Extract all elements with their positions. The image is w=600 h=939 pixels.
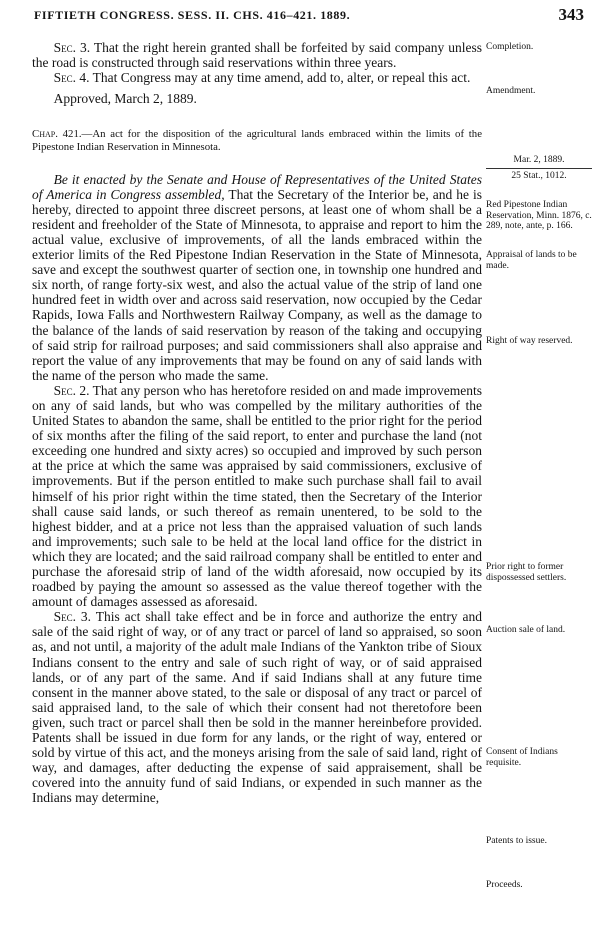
chapter-label: Chap. 421. xyxy=(32,128,82,141)
section-3-consent xyxy=(32,609,482,805)
section-text: This act shall take effect and be in force and authorize the entry and sale of the said right of way, or of any tract or parcel of land so appraised, so soon as, and not until, a majority of the adult male Indians of the Yankton tribe of Sioux Indians consent to the entry and sale of such right of way, or of said appraised lands, or of any part of the same. And if said Indians shall at any future time consent in the manner above stated, to the sale or disposal of any tract or parcel of said appraised land, to the sale of which their consent had not theretofore been given, such tract or parcel shall then be sold in the manner hereinbefore provided. Patents shall be issued in due form for any lands, or the right of way, entered or sold by virtue of this act, and the moneys arising from the sale of said land, right of way, and damages, after deducting the expense of said appraisement, shall be covered into the annuity fund of said Indians, or expended in such manner as the Indians may determine, xyxy=(32,609,482,806)
page-number: 343 xyxy=(558,5,584,24)
margin-note-proceeds: Proceeds. xyxy=(486,880,523,890)
main-text-column xyxy=(32,40,482,806)
section-4-amendment xyxy=(32,70,482,85)
margin-note-date: Mar. 2, 1889. xyxy=(513,155,565,165)
margin-note-amendment: Amendment. xyxy=(486,86,536,96)
section-text: That any person who has heretofore resided on and made improvements on any of said lands, but who was compelled by the military authorities of the United States to abandon the same, shall be entitled to the prior right for the period of six months after the filing of the said report, to enter and purchase the land (not exceeding one hundred and sixty acres) so occupied and improved by such person at the price at which the same was appraised by said commissioners, exclusive of improvements. But if the person entitled to make such purchase shall fail to avail himself of his prior right within the time stated, then the Secretary of the Interior shall cause said lands, or such thereof as remain unentered, to be sold to the highest bidder, and at a price not less than the appraised valuation of such lands and improvements; such sale to be held at the local land office for the district in which they are located; and the said railroad company shall be entitled to enter and purchase the aforesaid strip of land of the width aforesaid, now occupied by its roadbed by paying the amount so assessed as the value thereof together with the amount of damages assessed as aforesaid. xyxy=(32,382,482,610)
page-header xyxy=(34,5,584,24)
margin-note-prior-right: Prior right to former dispossessed settlers. xyxy=(486,562,567,583)
margin-note-right-of-way: Right of way reserved. xyxy=(486,336,573,346)
section-label: Sec. 4. xyxy=(53,70,90,86)
enacting-text: That the Secretary of the Interior be, and he is hereby, directed to appoint three discreet persons, at least one of whom shall be a resident and freeholder of the State of Minnesota, to appraise and report to him the actual value, exclusive of improvements, of all the lands embraced within the exterior limits of the Red Pipestone Indian Reservation in the State of Minnesota, save and except the southwest quarter of section one, in township one hundred and six north, of range forty-six west, and also the actual value of the strip of land one hundred feet in width over and across said reservation, now occupied by the Cedar Rapids, Iowa Falls and Northwestern Railway Company, as well as the damage to the balance of the lands of said reservation by reason of the taking and occupying of said strip for railroad purposes; and said commissioners shall also appraise and report the value of any improvements that may be found on any of said lands with the name of the person who made the same. xyxy=(32,186,482,383)
margin-note-consent: Consent of Indians requisite. xyxy=(486,747,558,768)
section-text: That the right herein granted shall be forfeited by said company unless the road is constructed through said reservations within three years. xyxy=(32,40,482,71)
margin-note-appraisal: Appraisal of lands to be made. xyxy=(486,250,577,271)
section-3-completion xyxy=(32,40,482,70)
chapter-heading xyxy=(32,128,482,153)
approval-line: Approved, March 2, 1889. xyxy=(53,91,197,107)
margin-note-reservation: Red Pipestone Indian Reservation, Minn. 1876, c. 289, note, ante, p. 166. xyxy=(486,200,592,232)
section-2 xyxy=(32,383,482,609)
enacting-clause: Be it enacted by the Senate and House of Representatives of the United States of America in Congress assembled, xyxy=(32,171,482,202)
running-head: FIFTIETH CONGRESS. SESS. II. CHS. 416–421. 1889. xyxy=(34,8,351,22)
margin-note-date-block xyxy=(486,155,592,181)
margin-note-patents: Patents to issue. xyxy=(486,836,547,846)
margin-note-auction: Auction sale of land. xyxy=(486,625,566,635)
section-label: Sec. 2. xyxy=(53,382,90,398)
margin-divider xyxy=(486,168,592,169)
chapter-title: —An act for the disposition of the agricultural lands embraced within the limits of the Pipestone Indian Reservation in Minnesota. xyxy=(32,128,482,153)
section-label: Sec. 3. xyxy=(53,40,91,55)
section-label: Sec. 3. xyxy=(53,609,92,625)
margin-note-completion: Completion. xyxy=(486,42,534,52)
enacting-paragraph xyxy=(32,172,482,383)
section-text: That Congress may at any time amend, add to, alter, or repeal this act. xyxy=(89,70,471,86)
margin-note-statute: 25 Stat., 1012. xyxy=(511,170,567,181)
